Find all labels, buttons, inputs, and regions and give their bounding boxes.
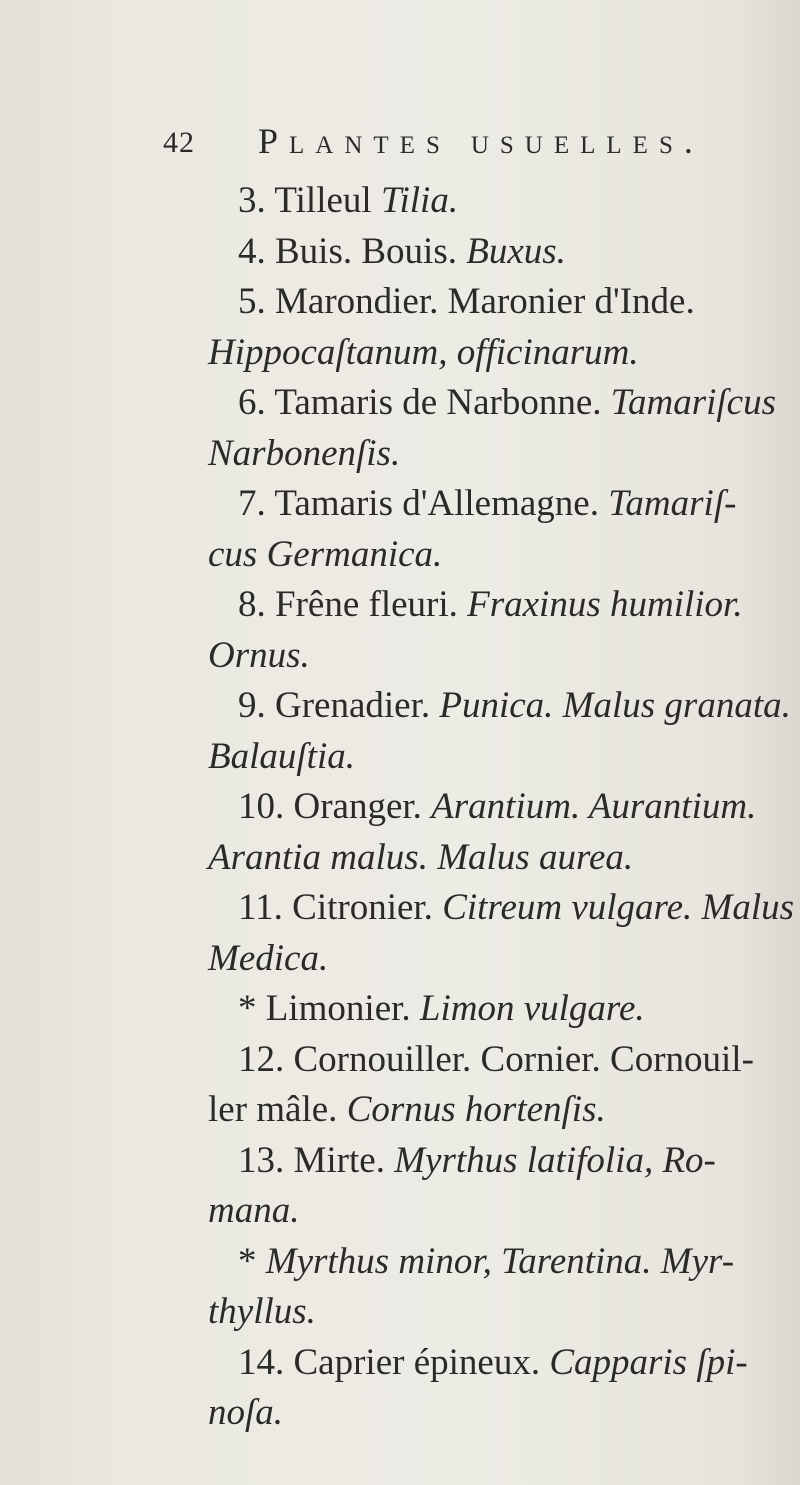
latin-name: Fraxinus humilior. [467, 584, 743, 625]
french-name: Oranger. [293, 786, 422, 827]
text-line [238, 176, 458, 226]
text-line [238, 580, 743, 630]
entry-number: 10. [238, 786, 285, 827]
french-name: Citronier. [292, 887, 433, 928]
text-line [238, 782, 756, 832]
latin-name: Medica. [208, 937, 329, 979]
french-name: Tilleul [274, 180, 372, 221]
french-name: Cornouiller. Cornier. Cornouil- [293, 1038, 754, 1080]
text-line [208, 1287, 316, 1337]
text-line [238, 378, 776, 428]
latin-name: Arantia malus. Malus aurea. [208, 836, 634, 878]
latin-name: Cornus hortenſis. [346, 1089, 606, 1130]
text-line [238, 277, 695, 327]
entry-number: 7. [238, 483, 266, 524]
text-line [238, 984, 645, 1034]
text-line [208, 429, 400, 479]
entry-number: 6. [238, 382, 266, 423]
latin-name: mana. [208, 1190, 300, 1231]
latin-name: Citreum vulgare. Malus [442, 887, 794, 928]
latin-name: Limon vulgare. [419, 988, 645, 1029]
latin-name: Myrthus latifolia, Ro- [394, 1139, 716, 1181]
latin-name: Balauſtia. [208, 735, 355, 777]
text-line [208, 631, 310, 681]
latin-name: Tamariſ- [608, 483, 737, 524]
latin-name: Capparis ſpi- [549, 1341, 748, 1383]
french-name: Tamaris d'Allemagne. [274, 483, 599, 524]
text-line [208, 1186, 299, 1236]
text-line [238, 1237, 734, 1287]
latin-name: Tilia. [380, 180, 459, 221]
text-line [208, 934, 328, 984]
text-line [238, 883, 794, 933]
entry-number: 5. [238, 281, 266, 322]
latin-name: Buxus. [466, 230, 566, 272]
running-title: Plantes usuelles. [258, 121, 704, 161]
text-line [208, 1388, 283, 1438]
french-name: Frêne fleuri. [275, 584, 458, 625]
french-name: ler mâle. [208, 1089, 338, 1130]
latin-name: Punica. Malus granata. [439, 685, 791, 726]
french-name: Limonier. [265, 988, 411, 1029]
latin-name: noſa. [208, 1392, 284, 1433]
latin-name: Narbonenſis. [208, 432, 401, 474]
french-name: Mirte. [293, 1139, 385, 1181]
latin-name: cus Germanica. [208, 533, 443, 575]
text-line [208, 530, 442, 580]
entry-number: * [238, 988, 257, 1029]
latin-name: Hippocaſtanum, officinarum. [208, 331, 639, 373]
text-line [238, 1035, 754, 1085]
text-line [208, 833, 633, 883]
entry-number: 11. [238, 887, 283, 928]
french-name: Grenadier. [275, 685, 431, 726]
latin-name: thyllus. [208, 1291, 316, 1332]
text-line [208, 732, 355, 782]
french-name: Caprier épineux. [293, 1341, 541, 1383]
french-name: Buis. Bouis. [275, 230, 457, 272]
text-line [208, 328, 639, 378]
text-line [238, 479, 736, 529]
page-number: 42 [163, 126, 195, 159]
page-header [163, 118, 703, 168]
entry-number: 14. [238, 1341, 285, 1383]
french-name: Tamaris de Narbonne. [274, 382, 602, 423]
latin-name: Tamariſcus [610, 382, 776, 423]
text-line [208, 1085, 606, 1135]
text-line [238, 227, 566, 277]
text-line [238, 1338, 748, 1388]
latin-name: Myrthus minor, Tarentina. Myr- [265, 1240, 735, 1282]
entry-number: 4. [238, 230, 266, 272]
entry-number: * [238, 1240, 257, 1282]
latin-name: Ornus. [208, 634, 310, 676]
entry-number: 12. [238, 1038, 285, 1080]
entry-number: 3. [238, 180, 266, 221]
text-line [238, 1136, 716, 1186]
latin-name: Arantium. Aurantium. [431, 786, 757, 827]
french-name: Marondier. Maronier d'Inde. [275, 281, 695, 322]
entry-number: 9. [238, 685, 266, 726]
entry-number: 13. [238, 1139, 285, 1181]
entry-number: 8. [238, 584, 266, 625]
text-line [238, 681, 791, 731]
